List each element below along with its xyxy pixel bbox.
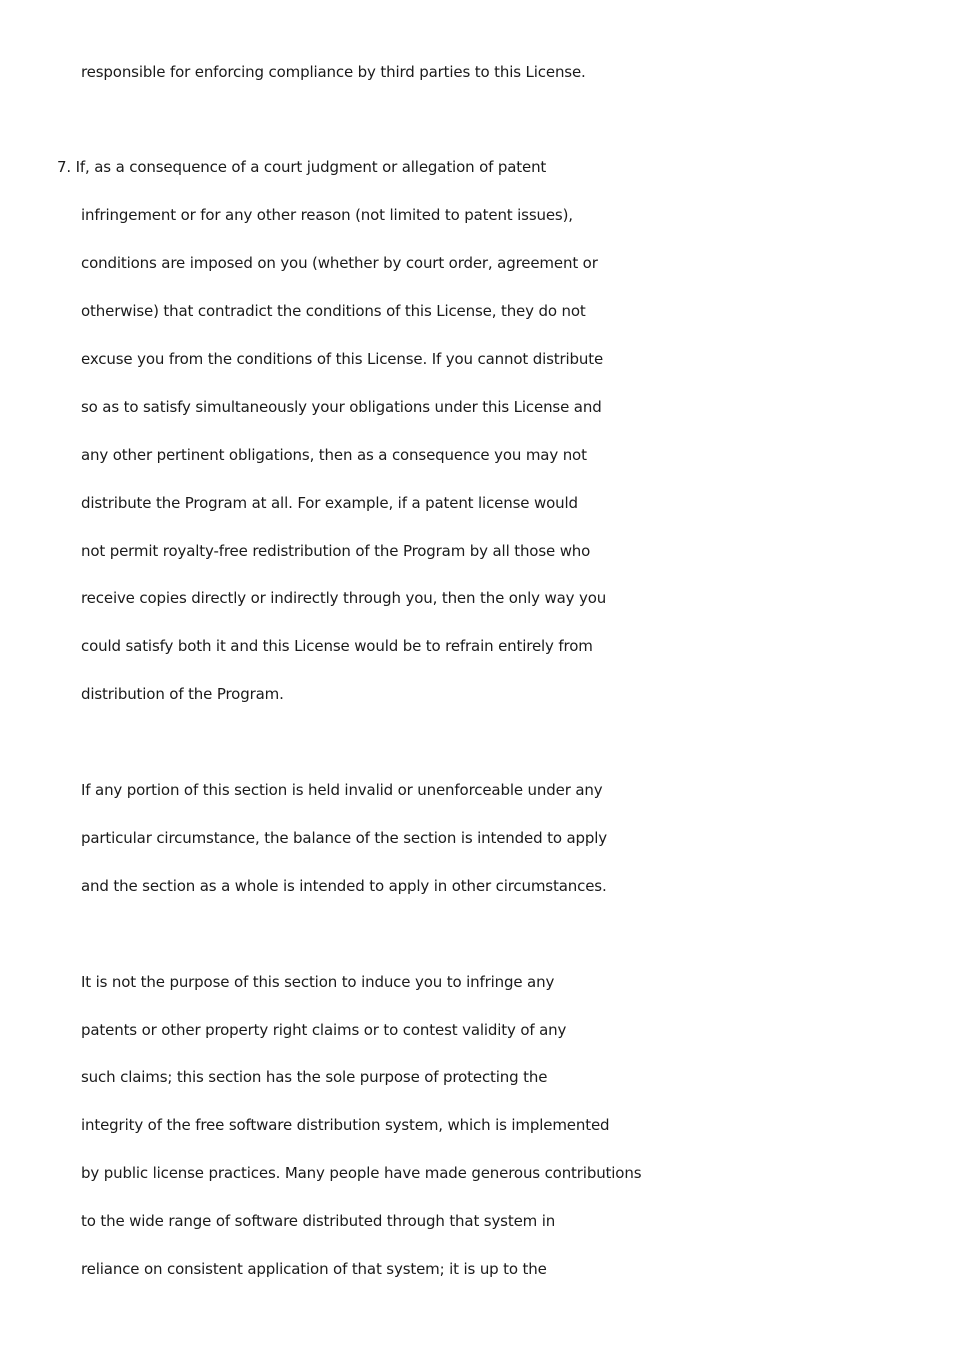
text-line: distribution of the Program.: [81, 685, 284, 703]
text-line: responsible for enforcing compliance by third parties to this License.: [81, 63, 586, 81]
text-line: any other pertinent obligations, then as a consequence you may not: [81, 446, 587, 464]
text-line: excuse you from the conditions of this License. If you cannot distribute: [81, 350, 604, 368]
text-line: otherwise) that contradict the conditions of this License, they do not: [81, 302, 586, 320]
text-line: and the section as a whole is intended to apply in other circumstances.: [81, 877, 607, 895]
text-line: conditions are imposed on you (whether by court order, agreement or: [81, 254, 598, 272]
section-7-heading-line: 7. If, as a consequence of a court judgment or allegation of patent: [57, 158, 547, 176]
text-line: to the wide range of software distributed through that system in: [81, 1212, 556, 1230]
text-line: particular circumstance, the balance of the section is intended to apply: [81, 829, 607, 847]
text-line: If any portion of this section is held invalid or unenforceable under any: [81, 781, 603, 799]
text-line: could satisfy both it and this License would be to refrain entirely from: [81, 637, 593, 655]
text-line: not permit royalty-free redistribution of the Program by all those who: [81, 542, 591, 560]
text-line: integrity of the free software distribution system, which is implemented: [81, 1116, 610, 1134]
text-line: by public license practices. Many people have made generous contributions: [81, 1164, 642, 1182]
text-line: reliance on consistent application of that system; it is up to the: [81, 1260, 547, 1278]
text-line: distribute the Program at all. For example, if a patent license would: [81, 494, 578, 512]
text-line: so as to satisfy simultaneously your obligations under this License and: [81, 398, 602, 416]
text-line: receive copies directly or indirectly through you, then the only way you: [81, 589, 607, 607]
text-line: such claims; this section has the sole purpose of protecting the: [81, 1068, 548, 1086]
text-line: patents or other property right claims or to contest validity of any: [81, 1021, 567, 1039]
text-line: infringement or for any other reason (not limited to patent issues),: [81, 206, 573, 224]
text-line: It is not the purpose of this section to induce you to infringe any: [81, 973, 555, 991]
